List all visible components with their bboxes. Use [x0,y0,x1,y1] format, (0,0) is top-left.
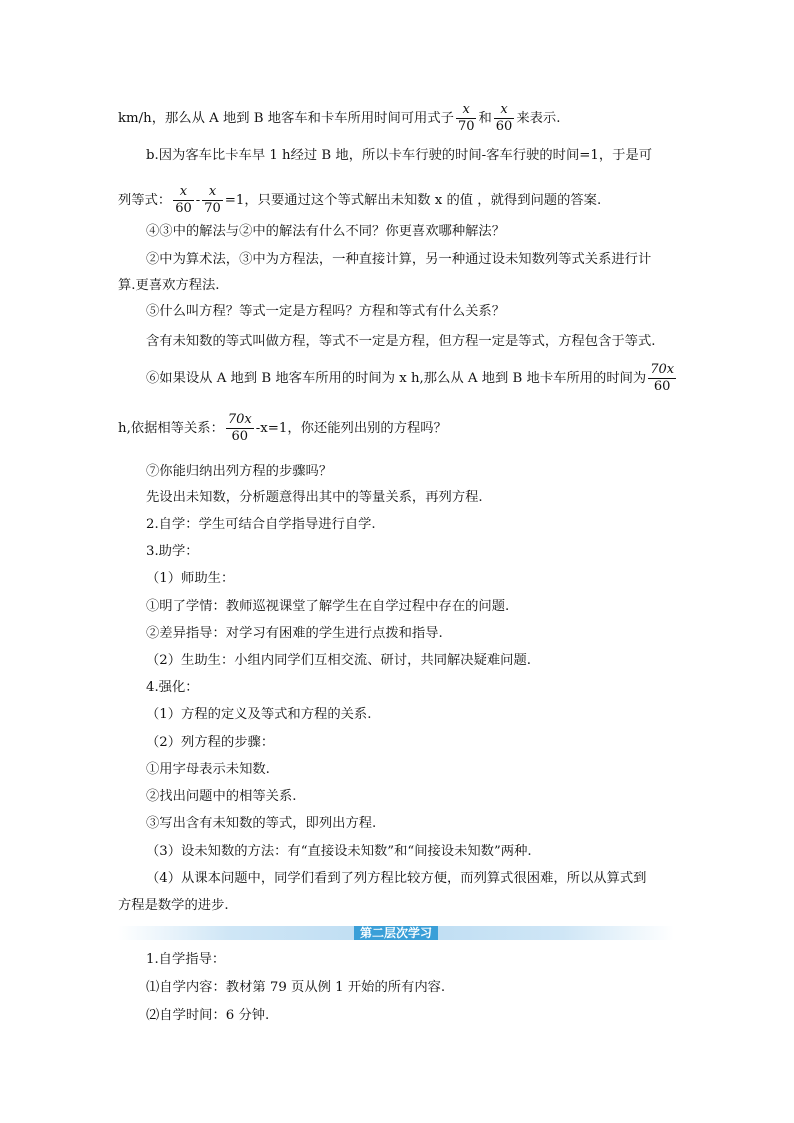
fraction-numerator: x [173,184,194,201]
paragraph-line: 含有未知数的等式叫做方程，等式不一定是方程，但方程一定是等式，方程包含于等式. [146,334,656,349]
paragraph-line: 4.强化： [146,680,199,695]
paragraph-line: 先设出未知数，分析题意得出其中的等量关系，再列方程. [146,490,483,505]
paragraph-line: ⑵自学时间：6 分钟. [146,1008,270,1023]
paragraph-line: 2.自学：学生可结合自学指导进行自学. [146,517,376,532]
paragraph-line: 方程是数学的进步. [118,898,229,913]
text-run: 和 [478,111,492,126]
paragraph-line: ⑤什么叫方程？等式一定是方程吗？方程和等式有什么关系？ [146,304,506,319]
paragraph-line [118,412,447,445]
paragraph-line: ②找出问题中的相等关系. [146,789,297,804]
paragraph-line: ②中为算术法，③中为方程法，一种直接计算，另一种通过设未知数列等式关系进行计 [146,252,652,267]
paragraph-line [118,184,601,217]
paragraph-line: ①明了学情：教师巡视课堂了解学生在自学过程中存在的问题. [146,599,510,614]
paragraph-line: ⑦你能归纳出列方程的步骤吗？ [146,464,333,479]
paragraph-line: 算.更喜欢方程法. [118,278,220,293]
paragraph-line: 3.助学： [146,544,199,559]
fraction-numerator: x [202,184,223,201]
paragraph-line: ④③中的解法与②中的解法有什么不同？你更喜欢哪种解法？ [146,224,506,239]
paragraph-line: （1）方程的定义及等式和方程的关系. [146,707,372,722]
text-run: - [195,193,201,208]
paragraph-line: ③写出含有未知数的等式，即列出方程. [146,816,377,831]
fraction [173,184,194,217]
paragraph-line: （4）从课本问题中，同学们看到了列方程比较方便，而列算式很困难，所以从算式到 [146,871,647,886]
paragraph-line: ⑴自学内容：教材第 79 页从例 1 开始的所有内容. [146,980,446,995]
fraction-denominator: 60 [495,119,513,134]
fraction-numerator: 70x [227,412,252,427]
paragraph-line: b.因为客车比卡车早 1 h经过 B 地，所以卡车行驶的时间-客车行驶的时间=1，于是可 [146,148,653,163]
fraction-numerator: x [456,102,477,119]
section-header-band [118,926,674,940]
fraction [494,102,515,135]
text-run: ⑥如果设从 A 地到 B 地客车所用的时间为 x h,那么从 A 地到 B 地卡车所用的时间为 [146,371,647,386]
paragraph-line [146,362,678,395]
text-run: 列等式： [118,193,172,208]
fraction-numerator: x [494,102,515,119]
paragraph-line: （1）师助生： [146,571,235,586]
section-title: 第二层次学习 [354,926,438,940]
paragraph-line: （2）列方程的步骤： [146,735,275,750]
paragraph-line: ①用字母表示未知数. [146,762,270,777]
fraction [226,412,254,445]
paragraph-line: 1.自学指导： [146,952,226,967]
fraction-numerator: 70x [650,362,675,377]
fraction-denominator: 70 [204,201,221,216]
paragraph-line: （3）设未知数的方法：有“直接设未知数”和“间接设未知数”两种. [146,844,532,859]
fraction-denominator: 60 [653,379,671,394]
paragraph-line: ②差异指导：对学习有困难的学生进行点拨和指导. [146,626,443,641]
fraction-denominator: 60 [175,201,192,216]
text-run: km/h，那么从 A 地到 B 地客车和卡车所用时间可用式子 [118,111,454,126]
paragraph-line: （2）生助生：小组内同学们互相交流、研讨，共同解决疑难问题. [146,653,531,668]
fraction-denominator: 60 [231,429,249,444]
text-run: h,依据相等关系： [118,421,224,436]
fraction [456,102,477,135]
text-run: -x=1，你还能列出别的方程吗？ [255,421,447,436]
text-run: 来表示. [516,111,561,126]
fraction-denominator: 70 [457,119,475,134]
fraction [648,362,676,395]
paragraph-line [118,102,560,135]
text-run: =1，只要通过这个等式解出未知数 x 的值 ，就得到问题的答案. [224,193,602,208]
fraction [202,184,223,217]
